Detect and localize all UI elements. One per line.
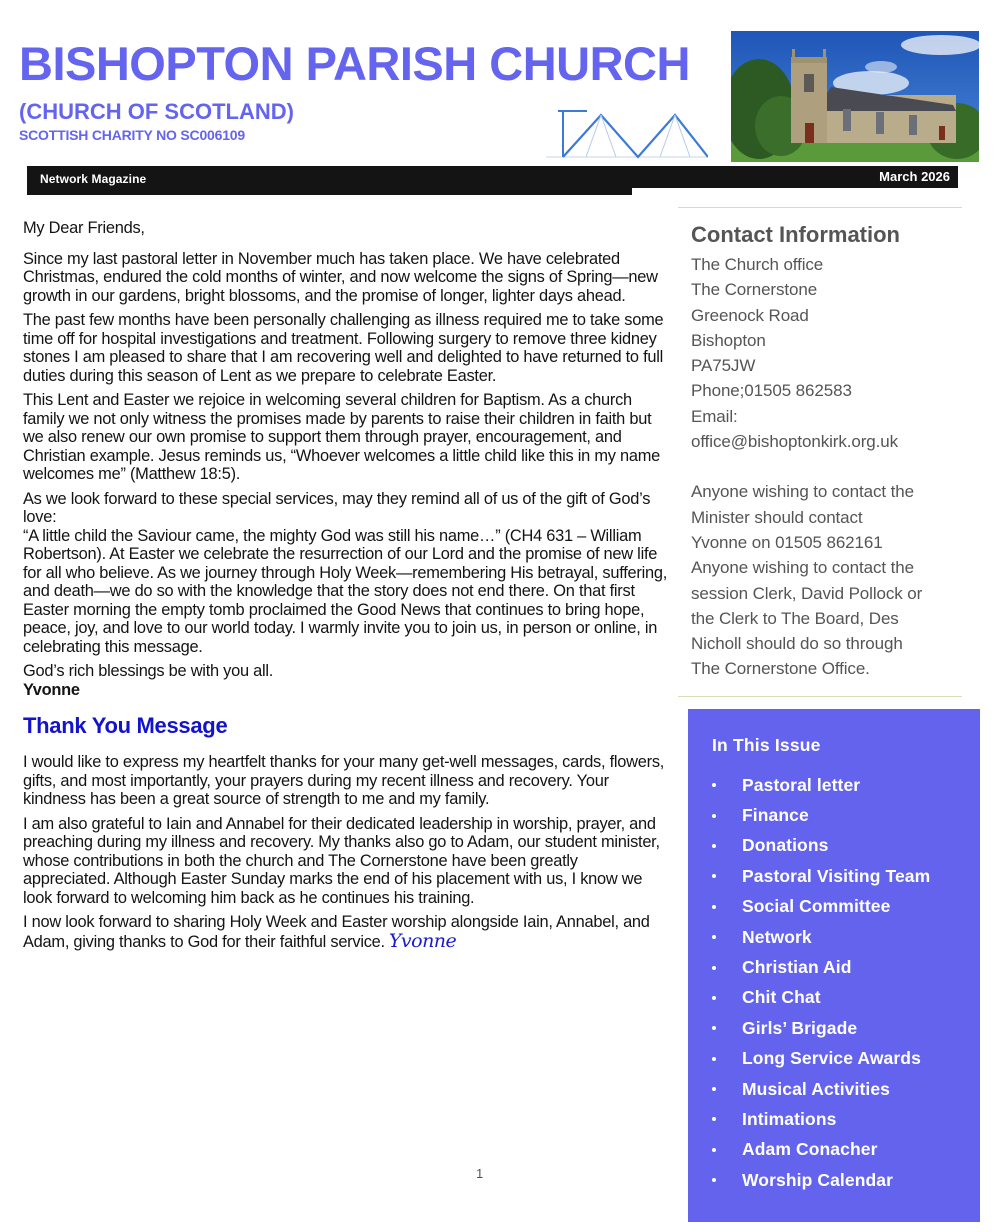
- contact-line: PA75JW: [691, 356, 756, 376]
- issue-item[interactable]: [712, 952, 930, 982]
- issue-item[interactable]: [712, 831, 930, 861]
- issue-item[interactable]: [712, 1044, 930, 1074]
- bullet-icon: [712, 1117, 716, 1121]
- issue-item-label: Musical Activities: [742, 1078, 891, 1099]
- issue-item-label: Chit Chat: [742, 987, 821, 1008]
- church-building-photo: [731, 31, 979, 162]
- issue-item-label: Pastoral letter: [742, 774, 861, 795]
- thank-you-paragraph: I would like to express my heartfelt thanks for your many get-well messages, cards, flowers, gifts, and most importantly, your prayers during my recent illness and recovery. Your kindness has been a great source of strength to me and my family.: [23, 753, 665, 808]
- in-this-issue-title: In This Issue: [712, 735, 821, 755]
- cross-and-peaks-logo-icon: [546, 108, 708, 160]
- publication-name: Network Magazine: [40, 172, 147, 186]
- letter-paragraph: “A little child the Saviour came, the mighty God was still his name…” (CH4 631 – William Robertson). At Easter we celebrate the resurrection of our Lord and the promise of new life for all who believe. As we journey through Holy Week—remembering His betrayal, suffering, and death—we do so with the knowledge that the story does not end there. On that first Easter morning the empty tomb proclaimed the Good News that continues to bring hope, peace, joy, and love to our world today. I warmly invite you to join us, in person or online, in celebrating this message.: [23, 526, 668, 656]
- letter-signature: Yvonne: [23, 680, 80, 699]
- issue-item-label: Christian Aid: [742, 957, 852, 978]
- bullet-icon: [712, 1178, 716, 1182]
- charity-number: SCOTTISH CHARITY NO SC006109: [19, 127, 245, 143]
- issue-item[interactable]: [712, 861, 930, 891]
- contact-line: Greenock Road: [691, 305, 809, 325]
- contact-note-line: Anyone wishing to contact the: [691, 482, 914, 502]
- contact-line: Email:: [691, 406, 738, 426]
- page-number: 1: [476, 1166, 484, 1181]
- bullet-icon: [712, 1057, 716, 1061]
- contact-phone: Phone;01505 862583: [691, 381, 852, 401]
- issue-item[interactable]: [712, 800, 930, 830]
- bullet-icon: [712, 1026, 716, 1030]
- issue-item-label: Network: [742, 926, 812, 947]
- letter-paragraph: Since my last pastoral letter in November much has taken place. We have celebrated Christmas, endured the cold months of winter, and now welcome the signs of Spring—new growth in our gardens, bright blossoms, and the promise of longer, lighter days ahead.: [23, 249, 658, 305]
- issue-item-label: Adam Conacher: [742, 1139, 878, 1160]
- bullet-icon: [712, 905, 716, 909]
- contact-note-line: session Clerk, David Pollock or: [691, 583, 923, 603]
- contact-note-line: Nicholl should do so through: [691, 634, 903, 654]
- issue-item[interactable]: [712, 892, 930, 922]
- contact-note-line: The Cornerstone Office.: [691, 659, 870, 679]
- contact-title: Contact Information: [691, 222, 900, 247]
- in-this-issue-list: [712, 770, 930, 1195]
- bullet-icon: [712, 996, 716, 1000]
- thank-you-paragraph: I am also grateful to Iain and Annabel for their dedicated leadership in worship, prayer, and preaching during my illness and recovery. My thanks also go to Adam, our student minister, whose contributions in both the church and The Cornerstone have been greatly appreciated. Although Easter Sunday marks the end of his placement with us, I know we look forward to welcoming him back as he continues his training.: [23, 814, 660, 907]
- letter-paragraph: The past few months have been personally challenging as illness required me to take some time off for hospital investigations and treatment. Following surgery to remove three kidney stones I am pleased to share that I am recovering well and delighted to have returned to full duties during this season of Lent as we prepare to celebrate Easter.: [23, 311, 664, 385]
- contact-note-line: Yvonne on 01505 862161: [691, 532, 883, 552]
- bullet-icon: [712, 1087, 716, 1091]
- issue-item[interactable]: [712, 1013, 930, 1043]
- contact-email[interactable]: office@bishoptonkirk.org.uk: [691, 432, 899, 452]
- bullet-icon: [712, 874, 716, 878]
- issue-item[interactable]: [712, 1165, 930, 1195]
- masthead-title: BISHOPTON PARISH CHURCH: [19, 37, 690, 90]
- contact-note-line: Anyone wishing to contact the: [691, 558, 914, 578]
- bullet-icon: [712, 814, 716, 818]
- issue-item[interactable]: [712, 922, 930, 952]
- pastoral-letter: [23, 219, 668, 957]
- in-this-issue-box: [688, 709, 980, 1222]
- issue-item[interactable]: [712, 1074, 930, 1104]
- divider-bottom: [678, 696, 962, 697]
- issue-item-label: Finance: [742, 805, 809, 826]
- issue-item-label: Girls’ Brigade: [742, 1017, 858, 1038]
- issue-item-label: Pastoral Visiting Team: [742, 865, 931, 886]
- bullet-icon: [712, 783, 716, 787]
- issue-item-label: Intimations: [742, 1108, 837, 1129]
- masthead-subtitle: (CHURCH OF SCOTLAND): [19, 99, 294, 124]
- letter-paragraph: As we look forward to these special services, may they remind all of us of the gift of God’s love:: [23, 489, 651, 526]
- issue-item[interactable]: [712, 983, 930, 1013]
- bullet-icon: [712, 966, 716, 970]
- contact-line: The Church office: [691, 255, 824, 274]
- thank-you-final: [23, 913, 668, 951]
- bullet-icon: [712, 844, 716, 848]
- issue-item-label: Worship Calendar: [742, 1169, 894, 1190]
- contact-note-line: Minister should contact: [691, 507, 863, 527]
- issue-date: March 2026: [879, 169, 950, 184]
- issue-item-label: Social Committee: [742, 896, 891, 917]
- issue-item-label: Long Service Awards: [742, 1048, 921, 1069]
- thank-you-paragraph: I now look forward to sharing Holy Week and Easter worship alongside Iain, Annabel, and Adam, giving thanks to God for their faithful service.: [23, 913, 650, 951]
- letter-paragraph: This Lent and Easter we rejoice in welcoming several children for Baptism. As a church family we not only witness the promises made by parents to raise their children in faith but we also renew our own promise to support them through prayer, encouragement, and Christian example. Jesus reminds us, “Whoever welcomes a little child like this in my name welcomes me” (Matthew 18:5).: [23, 391, 661, 483]
- divider-top: [678, 207, 962, 208]
- thank-you-heading: Thank You Message: [23, 713, 228, 738]
- contact-line: Bishopton: [691, 330, 766, 350]
- contact-information: [691, 222, 971, 682]
- issue-item[interactable]: [712, 1104, 930, 1134]
- bullet-icon: [712, 935, 716, 939]
- issue-item[interactable]: [712, 770, 930, 800]
- contact-line: The Cornerstone: [691, 280, 818, 300]
- handwritten-signature: Yvonne: [388, 929, 457, 952]
- contact-note-line: the Clerk to The Board, Des: [691, 608, 899, 628]
- bullet-icon: [712, 1148, 716, 1152]
- issue-item[interactable]: [712, 1135, 930, 1165]
- issue-item-label: Donations: [742, 835, 829, 856]
- letter-greeting: My Dear Friends,: [23, 219, 145, 237]
- letter-closing: God’s rich blessings be with you all.: [23, 662, 274, 680]
